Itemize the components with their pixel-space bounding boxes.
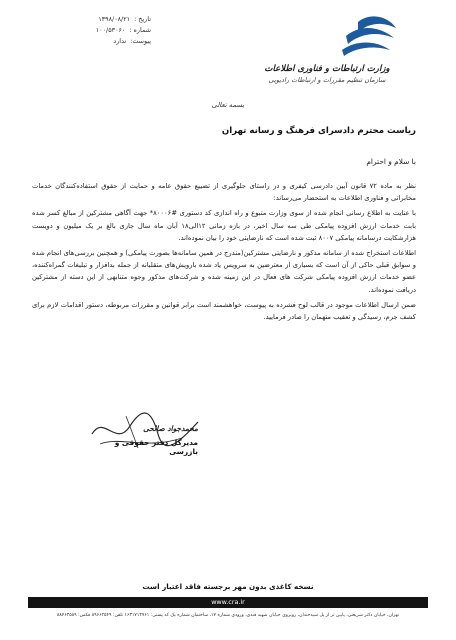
footer-address: تهران، خیابان دکتر شریعتی، پایین تر از پل سیدخندان، روبروی خیابان شهید قندی، ورودی شماره ۱۷، ساختمان شماره یک کد پستی: ۱۶۳۱۷۱۳۷۶۱ تلفن: ۸۹۶۶۲۵۴۹ فکس: ۸۸۴۶۳۵۸۹ bbox=[56, 613, 400, 618]
signature-block bbox=[88, 424, 198, 456]
body-paragraph: اطلاعات استخراج شده از سامانه مذکور و نارضایتی مشترکین(مندرج در همین سامانه‌ها بصورت پیامکی) و همچنین بررسی‌های انجام شده و سوابق قبلی حاکی از آن است که بسیاری از معترضین به سرویس یاد شده بارویش‌های متقلبانه از جمله بدافزار و تبلیغات گمراه‌کننده، عضو خدمات ارزش افزوده پیامکی شرکت های فعال در این زمینه شده و شرکت‌های مذکور وجوه متنابهی از این دسته از مشترکین دریافت نموده‌اند. bbox=[32, 249, 416, 294]
ministry-name: وزارت ارتباطات و فناوری اطلاعات bbox=[264, 64, 390, 74]
addressee: ریاست محترم دادسرای فرهنگ و رسانه تهران bbox=[221, 126, 416, 136]
signer-title: مدیرکل دفتر حقوقی و بازرسی bbox=[114, 438, 198, 456]
attachment-row bbox=[36, 36, 151, 47]
body-paragraph: با عنایت به اطلاع رسانی انجام شده از سوی وزارت متبوع و راه اندازی کد دستوری #۸۰۰۰۶* جهت آگاهی مشترکین از مبالغ کسر شده بابت خدمات ارزش افزوده پیامکی طی سه سال اخیر، در بازه زمانی ۱۲الی۱۸ آبان ماه سال جاری بالغ بر یک میلیون و دویست هزارشکایت درسامانه پیامکی ۸۰۰۷ ثبت شده است که نارضایتی خود را بیان نموده‌اند. bbox=[32, 209, 416, 242]
number-label: شماره : bbox=[129, 25, 151, 34]
number-row bbox=[36, 25, 151, 36]
body-paragraph: ضمن ارسال اطلاعات موجود در قالب لوح فشرده به پیوست، خواهشمند است برابر قوانین و مقررات مربوطه، دستور اقدامات لازم برای کشف جرم، رسیدگی و تعقیب متهمان را صادر فرمایید. bbox=[32, 300, 416, 322]
letter-meta bbox=[36, 14, 151, 46]
attachment-value: ندارد bbox=[113, 36, 127, 45]
organization-name: سازمان تنظیم مقررات و ارتباطات رادیویی bbox=[268, 76, 386, 84]
number-value: ۱۰۰/۵۳۰۶۰ bbox=[95, 25, 126, 34]
invocation: بسمه تعالی bbox=[211, 101, 245, 109]
ministry-logo-icon bbox=[338, 14, 402, 60]
website-link[interactable]: www.cra.ir bbox=[211, 598, 245, 606]
letter-body bbox=[32, 180, 416, 326]
footer-note: نسخه کاغذی بدون مهر برجسته فاقد اعتبار است bbox=[142, 582, 314, 591]
attachment-label: پیوست: bbox=[130, 36, 151, 45]
ministry-header bbox=[242, 64, 412, 84]
date-label: تاریخ : bbox=[134, 15, 151, 23]
date-row bbox=[36, 14, 151, 25]
date-value: ۱۳۹۸/۰۸/۲۱ bbox=[98, 15, 131, 23]
body-paragraph: نظر به ماده ۷۲ قانون آیین دادرسی کیفری و در راستای جلوگیری از تضییع حقوق عامه و حمایت از حقوق استفاده‌کنندگان خدمات مخابراتی و فناوری اطلاعات به استحضار می‌رساند: bbox=[32, 182, 416, 203]
greeting: با سلام و احترام bbox=[366, 157, 416, 166]
signer-name: محمدجواد صالحی bbox=[143, 424, 198, 433]
